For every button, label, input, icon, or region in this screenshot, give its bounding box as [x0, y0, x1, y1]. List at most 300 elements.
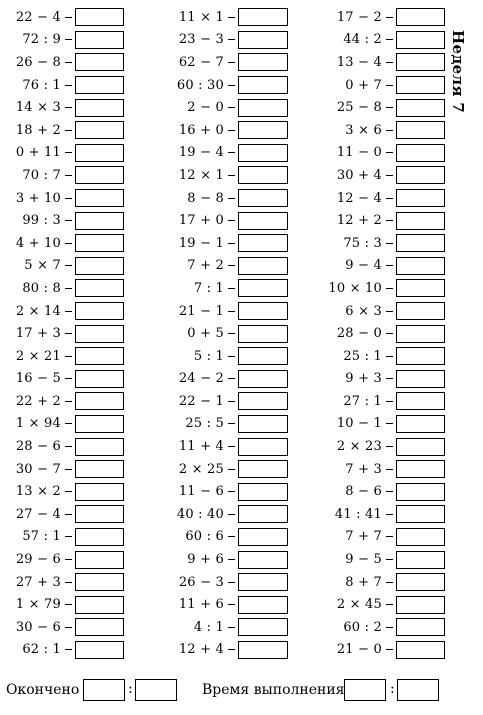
answer-box[interactable] — [238, 76, 288, 94]
answer-box[interactable] — [396, 641, 445, 659]
equals-dash — [386, 469, 393, 470]
equals-dash — [65, 423, 72, 424]
problem-expression: 44 : 2 — [343, 32, 382, 48]
problem-expression: 21 − 1 — [178, 303, 224, 319]
answer-box[interactable] — [238, 551, 288, 569]
answer-box[interactable] — [238, 31, 288, 49]
problem-row — [155, 368, 288, 391]
problem-row — [155, 503, 288, 526]
answer-box[interactable] — [238, 189, 288, 207]
answer-box[interactable] — [75, 212, 124, 230]
problem-row — [155, 593, 288, 616]
answer-box[interactable] — [396, 618, 445, 636]
problem-row — [155, 209, 288, 232]
problem-expression: 9 + 3 — [345, 371, 382, 387]
problem-row — [155, 300, 288, 323]
problem-row — [315, 503, 445, 526]
problem-row — [315, 458, 445, 481]
problem-expression: 6 × 3 — [345, 303, 382, 319]
problem-expression: 70 : 7 — [22, 167, 61, 183]
equals-dash — [228, 378, 235, 379]
equals-dash — [228, 649, 235, 650]
answer-box[interactable] — [238, 483, 288, 501]
problem-row — [315, 96, 445, 119]
equals-dash — [386, 130, 393, 131]
answer-box[interactable] — [75, 618, 124, 636]
problem-row — [0, 164, 124, 187]
finished-hours-box[interactable] — [83, 679, 125, 701]
equals-dash — [65, 130, 72, 131]
equals-dash — [228, 401, 235, 402]
problem-row — [155, 390, 288, 413]
equals-dash — [65, 39, 72, 40]
problem-expression: 17 + 3 — [15, 326, 61, 342]
equals-dash — [228, 17, 235, 18]
problem-expression: 14 × 3 — [15, 100, 61, 116]
problem-row — [315, 6, 445, 29]
equals-dash — [65, 356, 72, 357]
problem-expression: 2 × 21 — [15, 348, 61, 364]
answer-box[interactable] — [75, 31, 124, 49]
equals-dash — [65, 582, 72, 583]
problem-row — [315, 345, 445, 368]
problem-expression: 13 × 2 — [15, 484, 61, 500]
equals-dash — [228, 423, 235, 424]
equals-dash — [228, 333, 235, 334]
problem-row — [155, 232, 288, 255]
problem-row — [315, 368, 445, 391]
equals-dash — [65, 265, 72, 266]
problem-expression: 12 × 1 — [178, 167, 224, 183]
problem-row — [315, 119, 445, 142]
answer-box[interactable] — [75, 596, 124, 614]
problem-row — [0, 51, 124, 74]
answer-box[interactable] — [238, 234, 288, 252]
equals-dash — [65, 401, 72, 402]
problem-row — [155, 548, 288, 571]
answer-box[interactable] — [396, 415, 445, 433]
answer-box[interactable] — [238, 53, 288, 71]
problem-row — [315, 413, 445, 436]
problem-row — [0, 413, 124, 436]
problem-row — [315, 277, 445, 300]
equals-dash — [228, 582, 235, 583]
problem-expression: 11 + 6 — [178, 597, 224, 613]
time-label: Время выполнения — [202, 682, 345, 698]
problem-row — [0, 322, 124, 345]
equals-dash — [65, 17, 72, 18]
time-seconds-box[interactable] — [397, 679, 439, 701]
answer-box[interactable] — [75, 505, 124, 523]
answer-box[interactable] — [75, 189, 124, 207]
answer-box[interactable] — [75, 460, 124, 478]
finished-label: Окончено — [6, 682, 80, 698]
answer-box[interactable] — [75, 483, 124, 501]
problem-expression: 0 + 5 — [187, 326, 224, 342]
problem-expression: 25 : 1 — [343, 348, 382, 364]
problem-row — [155, 29, 288, 52]
problem-row — [0, 593, 124, 616]
problem-expression: 28 − 6 — [15, 439, 61, 455]
problem-expression: 4 + 10 — [15, 235, 61, 251]
answer-box[interactable] — [75, 573, 124, 591]
problem-row — [155, 277, 288, 300]
problem-row — [315, 593, 445, 616]
problem-expression: 80 : 8 — [22, 280, 61, 296]
equals-dash — [65, 107, 72, 108]
equals-dash — [65, 536, 72, 537]
problem-row — [0, 368, 124, 391]
problem-row — [0, 74, 124, 97]
answer-box[interactable] — [396, 483, 445, 501]
equals-dash — [386, 175, 393, 176]
equals-dash — [228, 604, 235, 605]
answer-box[interactable] — [238, 347, 288, 365]
problem-row — [315, 164, 445, 187]
answer-box[interactable] — [396, 8, 445, 26]
equals-dash — [386, 107, 393, 108]
equals-dash — [228, 243, 235, 244]
answer-box[interactable] — [75, 370, 124, 388]
problem-expression: 5 : 1 — [193, 348, 224, 364]
answer-box[interactable] — [238, 212, 288, 230]
problem-expression: 4 : 1 — [193, 619, 224, 635]
answer-box[interactable] — [75, 121, 124, 139]
answer-box[interactable] — [75, 279, 124, 297]
problem-expression: 30 − 7 — [15, 461, 61, 477]
answer-box[interactable] — [238, 460, 288, 478]
problem-expression: 27 : 1 — [343, 393, 382, 409]
answer-box[interactable] — [396, 528, 445, 546]
problem-expression: 30 + 4 — [336, 167, 382, 183]
problem-expression: 27 − 4 — [15, 506, 61, 522]
answer-box[interactable] — [396, 257, 445, 275]
problem-expression: 7 + 2 — [187, 258, 224, 274]
problem-expression: 40 : 40 — [176, 506, 224, 522]
problem-expression: 60 : 6 — [185, 529, 224, 545]
answer-box[interactable] — [396, 551, 445, 569]
equals-dash — [228, 311, 235, 312]
problem-row — [0, 480, 124, 503]
problem-expression: 1 × 94 — [15, 416, 61, 432]
answer-box[interactable] — [396, 596, 445, 614]
equals-dash — [228, 627, 235, 628]
equals-dash — [65, 469, 72, 470]
problem-expression: 16 + 0 — [178, 122, 224, 138]
answer-box[interactable] — [396, 76, 445, 94]
problem-column-1 — [0, 6, 124, 661]
problem-expression: 72 : 9 — [22, 32, 61, 48]
problem-row — [0, 571, 124, 594]
problem-row — [155, 96, 288, 119]
problem-row — [0, 6, 124, 29]
answer-box[interactable] — [75, 234, 124, 252]
answer-box[interactable] — [75, 415, 124, 433]
answer-box[interactable] — [238, 528, 288, 546]
problem-expression: 12 + 2 — [336, 213, 382, 229]
problem-expression: 62 − 7 — [178, 54, 224, 70]
equals-dash — [386, 514, 393, 515]
problem-expression: 29 − 6 — [15, 552, 61, 568]
week-label: Неделя 7 — [449, 30, 467, 113]
equals-dash — [386, 39, 393, 40]
problem-row — [155, 6, 288, 29]
equals-dash — [386, 604, 393, 605]
equals-dash — [65, 559, 72, 560]
problem-row — [315, 616, 445, 639]
answer-box[interactable] — [396, 347, 445, 365]
answer-box[interactable] — [396, 392, 445, 410]
footer — [0, 678, 483, 704]
problem-expression: 26 − 3 — [178, 574, 224, 590]
equals-dash — [386, 491, 393, 492]
answer-box[interactable] — [75, 8, 124, 26]
problem-expression: 17 + 0 — [178, 213, 224, 229]
problem-expression: 11 − 0 — [336, 145, 382, 161]
problem-row — [315, 639, 445, 662]
problem-expression: 11 − 6 — [178, 484, 224, 500]
answer-box[interactable] — [396, 212, 445, 230]
problem-row — [0, 255, 124, 278]
time-colon: : — [390, 681, 395, 697]
equals-dash — [65, 514, 72, 515]
equals-dash — [65, 311, 72, 312]
answer-box[interactable] — [396, 189, 445, 207]
problem-row — [0, 96, 124, 119]
problem-row — [155, 458, 288, 481]
equals-dash — [65, 333, 72, 334]
problem-row — [155, 187, 288, 210]
problem-expression: 26 − 8 — [15, 54, 61, 70]
problem-expression: 2 − 0 — [187, 100, 224, 116]
problem-expression: 5 × 7 — [24, 258, 61, 274]
problem-expression: 57 : 1 — [22, 529, 61, 545]
problem-expression: 11 + 4 — [178, 439, 224, 455]
equals-dash — [228, 220, 235, 221]
answer-box[interactable] — [75, 551, 124, 569]
answer-box[interactable] — [396, 31, 445, 49]
problem-row — [0, 390, 124, 413]
problem-row — [0, 187, 124, 210]
answer-box[interactable] — [238, 8, 288, 26]
answer-box[interactable] — [238, 325, 288, 343]
problem-row — [155, 639, 288, 662]
problem-row — [315, 29, 445, 52]
answer-box[interactable] — [75, 641, 124, 659]
answer-box[interactable] — [75, 347, 124, 365]
equals-dash — [228, 152, 235, 153]
equals-dash — [386, 559, 393, 560]
problem-row — [0, 458, 124, 481]
answer-box[interactable] — [75, 302, 124, 320]
equals-dash — [65, 175, 72, 176]
answer-box[interactable] — [238, 392, 288, 410]
answer-box[interactable] — [238, 505, 288, 523]
answer-box[interactable] — [396, 144, 445, 162]
answer-box[interactable] — [75, 99, 124, 117]
problem-column-2 — [155, 6, 288, 661]
problem-expression: 19 − 4 — [178, 145, 224, 161]
problem-row — [155, 74, 288, 97]
answer-box[interactable] — [75, 438, 124, 456]
problem-expression: 2 × 23 — [336, 439, 382, 455]
problem-expression: 76 : 1 — [22, 77, 61, 93]
answer-box[interactable] — [238, 121, 288, 139]
problem-expression: 3 + 10 — [15, 190, 61, 206]
problem-row — [315, 480, 445, 503]
problem-row — [315, 571, 445, 594]
answer-box[interactable] — [238, 618, 288, 636]
problem-expression: 0 + 11 — [15, 145, 61, 161]
problem-row — [0, 616, 124, 639]
equals-dash — [228, 39, 235, 40]
answer-box[interactable] — [238, 641, 288, 659]
problem-row — [155, 480, 288, 503]
answer-box[interactable] — [75, 53, 124, 71]
answer-box[interactable] — [396, 370, 445, 388]
answer-box[interactable] — [75, 325, 124, 343]
problem-expression: 28 − 0 — [336, 326, 382, 342]
problem-row — [155, 322, 288, 345]
problem-expression: 2 × 45 — [336, 597, 382, 613]
equals-dash — [386, 627, 393, 628]
answer-box[interactable] — [75, 166, 124, 184]
finished-minutes-box[interactable] — [135, 679, 177, 701]
equals-dash — [386, 649, 393, 650]
answer-box[interactable] — [396, 460, 445, 478]
problem-expression: 27 + 3 — [15, 574, 61, 590]
problem-expression: 7 + 7 — [345, 529, 382, 545]
problem-expression: 12 − 4 — [336, 190, 382, 206]
problem-expression: 22 − 4 — [15, 9, 61, 25]
equals-dash — [65, 152, 72, 153]
problem-row — [315, 142, 445, 165]
equals-dash — [228, 446, 235, 447]
answer-box[interactable] — [396, 53, 445, 71]
problem-row — [0, 277, 124, 300]
answer-box[interactable] — [238, 438, 288, 456]
problem-expression: 12 + 4 — [178, 642, 224, 658]
equals-dash — [228, 62, 235, 63]
problem-row — [155, 526, 288, 549]
equals-dash — [228, 175, 235, 176]
problem-row — [0, 435, 124, 458]
problem-expression: 3 × 6 — [345, 122, 382, 138]
equals-dash — [228, 265, 235, 266]
problem-row — [315, 255, 445, 278]
answer-box[interactable] — [396, 234, 445, 252]
problem-row — [0, 209, 124, 232]
problem-row — [155, 119, 288, 142]
equals-dash — [386, 423, 393, 424]
answer-box[interactable] — [75, 76, 124, 94]
equals-dash — [386, 85, 393, 86]
answer-box[interactable] — [238, 596, 288, 614]
equals-dash — [65, 627, 72, 628]
problem-expression: 9 − 4 — [345, 258, 382, 274]
problem-row — [315, 74, 445, 97]
answer-box[interactable] — [238, 573, 288, 591]
problem-expression: 24 − 2 — [178, 371, 224, 387]
problem-row — [315, 322, 445, 345]
equals-dash — [386, 62, 393, 63]
problem-row — [315, 51, 445, 74]
equals-dash — [386, 333, 393, 334]
problem-expression: 22 − 1 — [178, 393, 224, 409]
equals-dash — [386, 17, 393, 18]
answer-box[interactable] — [75, 257, 124, 275]
problem-row — [0, 119, 124, 142]
problem-expression: 2 × 14 — [15, 303, 61, 319]
problem-expression: 30 − 6 — [15, 619, 61, 635]
equals-dash — [386, 446, 393, 447]
equals-dash — [386, 220, 393, 221]
answer-box[interactable] — [396, 573, 445, 591]
equals-dash — [65, 491, 72, 492]
problem-expression: 75 : 3 — [343, 235, 382, 251]
answer-box[interactable] — [396, 505, 445, 523]
answer-box[interactable] — [75, 144, 124, 162]
answer-box[interactable] — [396, 121, 445, 139]
problem-expression: 19 − 1 — [178, 235, 224, 251]
problem-row — [155, 142, 288, 165]
answer-box[interactable] — [238, 144, 288, 162]
answer-box[interactable] — [75, 392, 124, 410]
problem-expression: 0 + 7 — [345, 77, 382, 93]
answer-box[interactable] — [396, 99, 445, 117]
problem-row — [155, 255, 288, 278]
equals-dash — [228, 514, 235, 515]
answer-box[interactable] — [396, 325, 445, 343]
problem-expression: 9 − 5 — [345, 552, 382, 568]
problem-row — [0, 639, 124, 662]
answer-box[interactable] — [238, 166, 288, 184]
problem-expression: 8 − 8 — [187, 190, 224, 206]
problem-row — [0, 548, 124, 571]
answer-box[interactable] — [238, 370, 288, 388]
problem-row — [315, 232, 445, 255]
answer-box[interactable] — [238, 302, 288, 320]
equals-dash — [65, 649, 72, 650]
equals-dash — [228, 356, 235, 357]
equals-dash — [386, 356, 393, 357]
answer-box[interactable] — [238, 99, 288, 117]
answer-box[interactable] — [238, 415, 288, 433]
finished-colon: : — [128, 681, 133, 697]
answer-box[interactable] — [75, 528, 124, 546]
answer-box[interactable] — [396, 302, 445, 320]
problem-row — [0, 142, 124, 165]
problem-expression: 7 + 3 — [345, 461, 382, 477]
problem-expression: 9 + 6 — [187, 552, 224, 568]
equals-dash — [65, 198, 72, 199]
answer-box[interactable] — [396, 166, 445, 184]
equals-dash — [386, 582, 393, 583]
answer-box[interactable] — [238, 257, 288, 275]
answer-box[interactable] — [396, 438, 445, 456]
problem-expression: 23 − 3 — [178, 32, 224, 48]
answer-box[interactable] — [238, 279, 288, 297]
equals-dash — [386, 243, 393, 244]
answer-box[interactable] — [396, 279, 445, 297]
time-minutes-box[interactable] — [344, 679, 386, 701]
problem-row — [315, 435, 445, 458]
problem-expression: 16 − 5 — [15, 371, 61, 387]
problem-row — [155, 51, 288, 74]
problem-row — [0, 526, 124, 549]
problem-expression: 22 + 2 — [15, 393, 61, 409]
problem-expression: 2 × 25 — [178, 461, 224, 477]
